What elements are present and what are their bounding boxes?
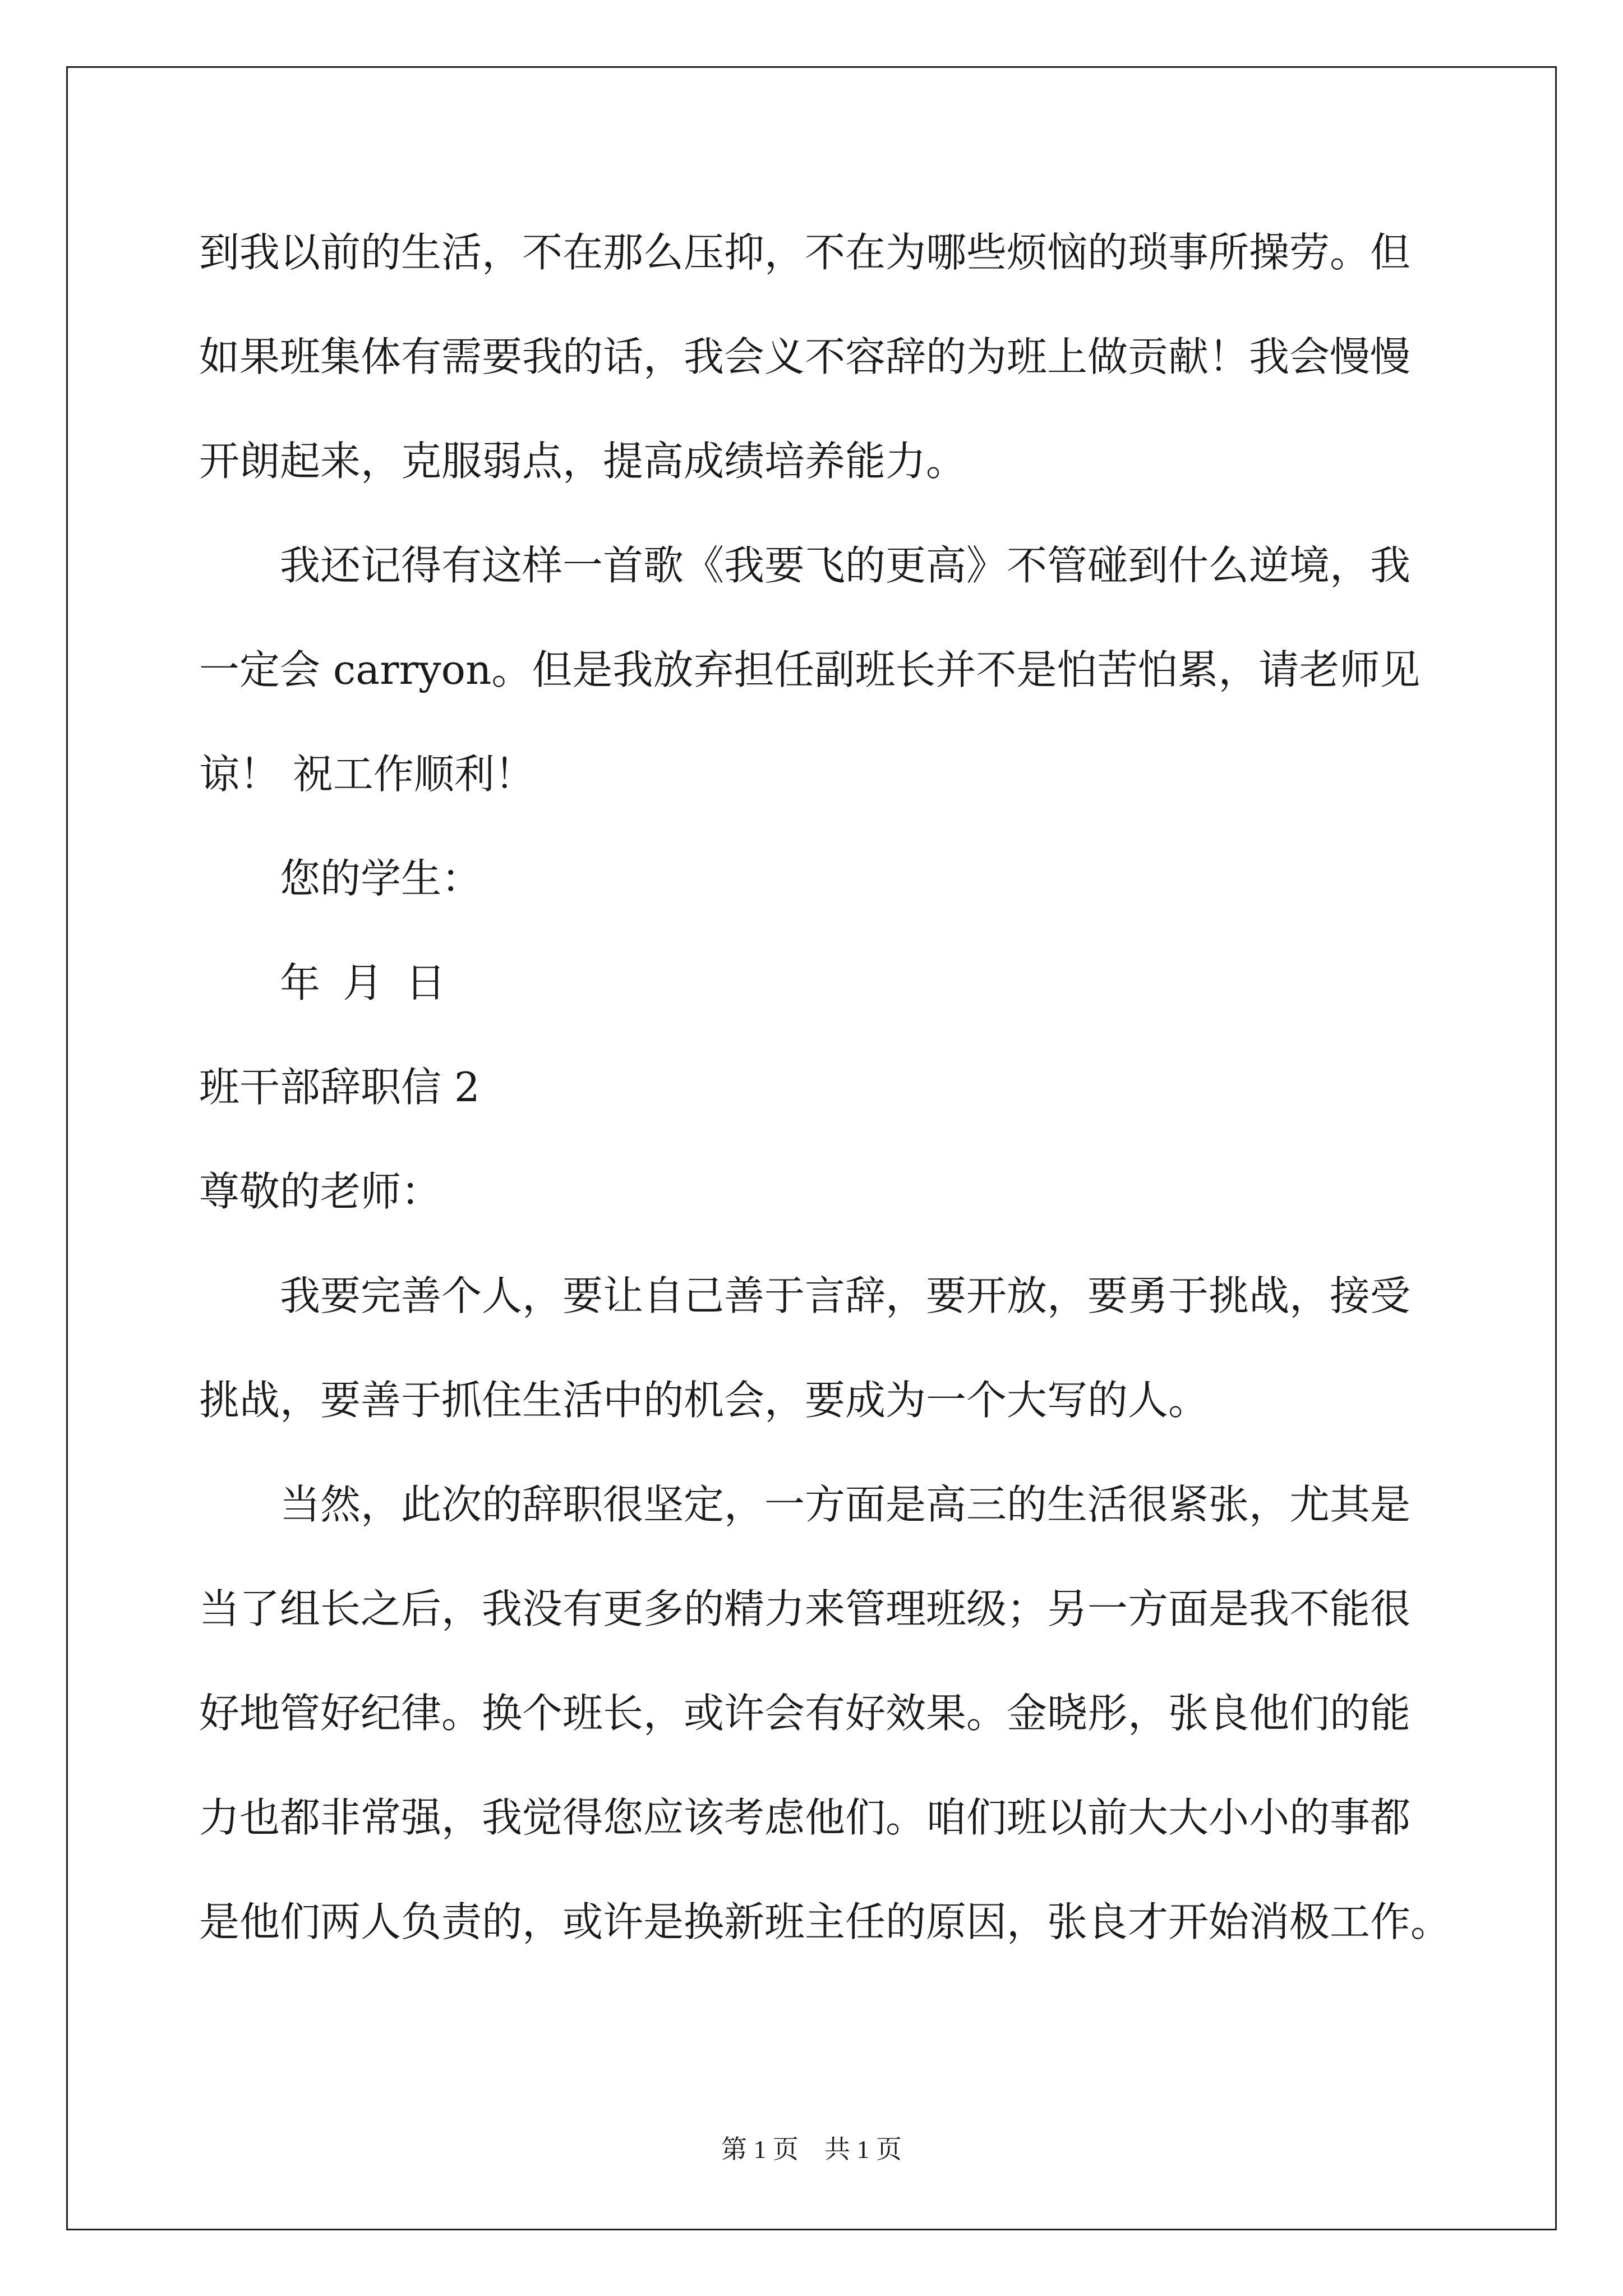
text-line: 挑战，要善于抓住生活中的机会，要成为一个大写的人。 — [199, 1377, 1209, 1424]
date-year: 年 — [280, 959, 321, 1006]
date-line — [199, 938, 1438, 1042]
text-line: 如果班集体有需要我的话，我会义不容辞的为班上做贡献！我会慢慢 — [199, 333, 1411, 380]
text-line: 是他们两人负责的，或许是换新班主任的原因，张良才开始消极工作。 — [199, 1898, 1451, 1945]
text-line: 力也都非常强，我觉得您应该考虑他们。咱们班以前大大小小的事都 — [199, 1794, 1411, 1841]
text-line: 开朗起来，克服弱点，提高成绩培养能力。 — [199, 438, 967, 485]
text-line: 谅！ 祝工作顺利！ — [199, 751, 535, 798]
text-line: 我要完善个人，要让自己善于言辞，要开放，要勇于挑战，接受 — [280, 1272, 1411, 1319]
page-footer — [0, 2129, 1623, 2166]
letter-title: 班干部辞职信 2 — [199, 1064, 480, 1111]
salutation: 尊敬的老师： — [199, 1168, 442, 1215]
text-line: 当了组长之后，我没有更多的精力来管理班级；另一方面是我不能很 — [199, 1585, 1411, 1632]
text-line: 到我以前的生活，不在那么压抑，不在为哪些烦恼的琐事所操劳。但 — [199, 229, 1411, 276]
document-body — [199, 208, 1451, 1981]
text-line: 一定会 carryon。但是我放弃担任副班长并不是怕苦怕累，请老师见 — [199, 646, 1421, 693]
signature-line: 您的学生： — [280, 855, 482, 902]
text-line: 好地管好纪律。换个班长，或许会有好效果。金晓彤，张良他们的能 — [199, 1690, 1411, 1737]
text-line: 我还记得有这样一首歌《我要飞的更高》不管碰到什么逆境，我 — [280, 542, 1411, 589]
page-number-total: 共 1 页 — [824, 2135, 902, 2164]
page-number-current: 第 1 页 — [721, 2135, 799, 2164]
date-month: 月 — [343, 959, 384, 1006]
text-line: 当然，此次的辞职很坚定，一方面是高三的生活很紧张，尤其是 — [280, 1481, 1411, 1528]
date-day: 日 — [405, 959, 446, 1006]
